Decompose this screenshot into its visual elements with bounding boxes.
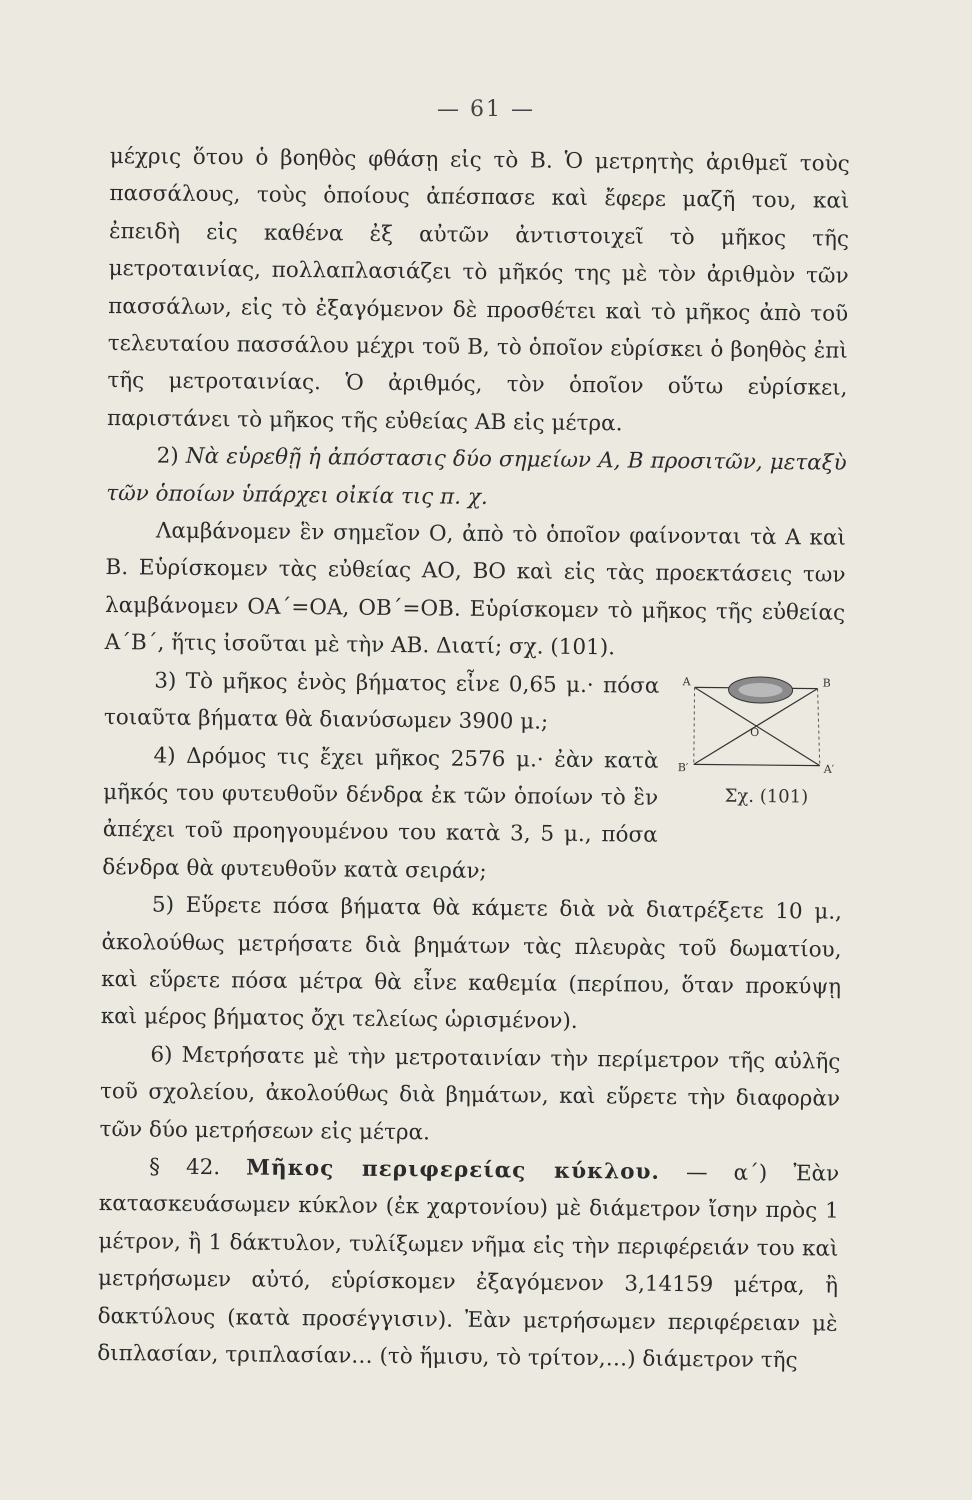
label-a-prime: A′ [823, 762, 835, 776]
section-title: Μῆκος περιφερείας κύκλου. [246, 1155, 661, 1185]
exercise-3: 3) Τὸ μῆκος ἑνὸς βήματος εἶνε 0,65 μ.· πόσα τοιαῦτα βήματα θὰ διανύσωμεν 3900 μ.; [103, 668, 660, 735]
section-mark: § 42. [149, 1154, 221, 1181]
dashed-left [694, 687, 695, 764]
label-b: B [822, 676, 831, 690]
label-a: A [682, 675, 691, 689]
figure-caption: Σχ. (101) [724, 785, 809, 808]
section-text: — α΄) Ἐὰν κατασκευάσωμεν κύκλον (ἐκ χαρτονίου) μὲ διάμετρον ἴσην πρὸς 1 μέτρον, ἢ 1 δάκτυλον, τυλίξωμεν νῆμα εἰς τὴν περιφέρειάν του καὶ μετρήσωμεν αὐτό, εὑρίσκομεν ἐξαγόμενον 3,14159 μέτρα, ἢ δακτύλους (κατὰ προσέγγισιν). Ἐὰν μετρήσωμεν περιφέρειαν μὲ διπλασίαν, τριπλασίαν… (τὸ ἥμισυ, τὸ τρίτον,…) διάμετρον τῆς [97, 1160, 840, 1374]
exercise-6: 6) Μετρήσατε μὲ τὴν μετροταινίαν τὴν περίμετρον τῆς αὐλῆς τοῦ σχολείου, ἀκολούθως διὰ βημάτων, καὶ εὕρετε τὴν διαφορὰν τῶν δύο μετρήσεων εἰς μέτρα. [99, 1042, 841, 1145]
exercise-5: 5) Εὕρετε πόσα βήματα θὰ κάμετε διὰ νὰ διατρέξετε 10 μ., ἀκολούθως μετρήσατε διὰ βημάτων τὰς πλευρὰς τοῦ δωματίου, καὶ εὕρετε πόσα μέτρα θὰ εἶνε καθεμία (περίπου, ὅταν προκύψῃ καὶ μέρος βήματος ὄχι τελείως ὡρισμένον). [100, 892, 843, 1035]
page-number: — 61 — [437, 97, 535, 122]
paragraph-continuation: μέχρις ὅτου ὁ βοηθὸς φθάσῃ εἰς τὸ Β. Ὁ μετρητὴς ἀριθμεῖ τοὺς πασσάλους, τοὺς ὁποίους ἀπέσπασε καὶ ἔφερε μαζῆ του, καὶ ἐπειδὴ εἰς καθένα ἐξ αὐτῶν ἀντιστοιχεῖ τὸ μῆκος τῆς μετροταινίας, πολλαπλασιάζει τὸ μῆκός της μὲ τὸν ἀριθμὸν τῶν πασσάλων, εἰς τὸ ἐξαγόμενον δὲ προσθέτει καὶ τὸ μῆκος ἀπὸ τοῦ τελευταίου πασσάλου μέχρι τοῦ Β, τὸ ὁποῖον εὑρίσκει ὁ βοηθὸς ἐπὶ τῆς μετροταινίας. Ὁ ἀριθμός, τὸν ὁποῖον οὕτω εὑρίσκει, παριστάνει τὸ μῆκος τῆς εὐθείας ΑΒ εἰς μέτρα. [106, 143, 850, 437]
line-a-prime-b-prime [694, 764, 820, 765]
figure-101-drawing [672, 667, 843, 789]
exercise-2 [106, 437, 847, 520]
figure-101 [671, 667, 843, 819]
exercise-2-number: 2) [156, 443, 179, 469]
exercise-4: 4) Δρόμος τις ἔχει μῆκος 2576 μ.· ἐὰν κατὰ μῆκός του φυτευθοῦν δένδρα ἐκ τῶν ὁποίων τὸ ἓν ἀπέχει τοῦ προηγουμένου του κατὰ 3, 5 μ., πόσα δένδρα θὰ φυτευθοῦν κατὰ σειράν; [102, 742, 659, 884]
label-o: O [750, 725, 760, 740]
exercise-2-solution: Λαμβάνομεν ἓν σημεῖον Ο, ἀπὸ τὸ ὁποῖον φαίνονται τὰ Α καὶ Β. Εὑρίσκομεν τὰς εὐθείας ΑΟ, ΒΟ καὶ εἰς τὰς προεκτάσεις των λαμβάνομεν ΟΑ΄=ΟΑ, ΟΒ΄=ΟΒ. Εὑρίσκομεν τὸ μῆκος τῆς εὐθείας Α΄Β΄, ἥτις ἰσοῦται μὲ τὴν ΑΒ. Διατί; σχ. (101). [104, 518, 846, 661]
section-42 [97, 1148, 839, 1380]
exercise-2-text: Νὰ εὑρεθῇ ἡ ἀπόστασις δύο σημείων Α, Β προσιτῶν, μεταξὺ τῶν ὁποίων ὑπάρχει οἰκία τις π. χ. [106, 444, 847, 510]
dashed-right [817, 689, 821, 766]
label-b-prime: B′ [677, 761, 689, 775]
